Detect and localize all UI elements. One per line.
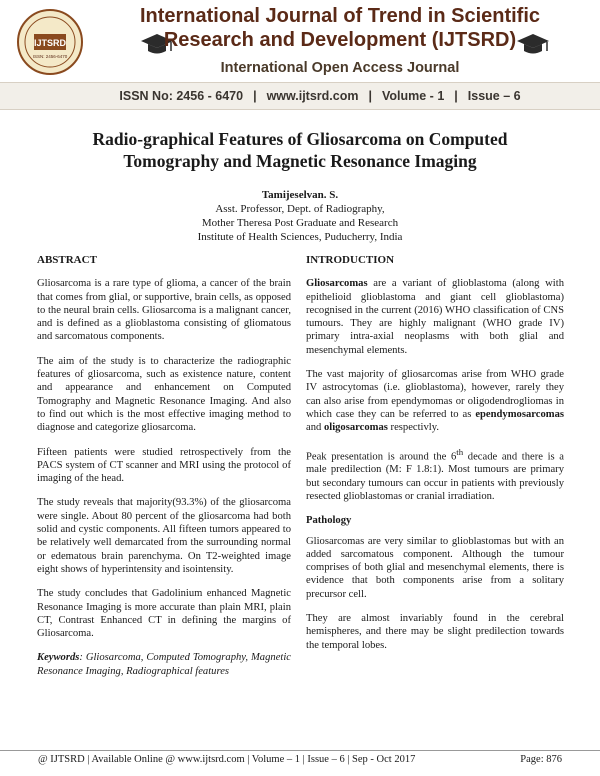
page-footer xyxy=(0,750,600,772)
abstract-paragraph: The aim of the study is to characterize the radiographic features of gliosarcoma, such as existence nature, content and appearance and enhancement on Computed Tomography and Magnetic Resonance Imaging. And also to find out which is the most effective imaging method to diagnose and categorize gliosarcoma. xyxy=(37,355,291,434)
abstract-column xyxy=(37,254,291,689)
journal-banner xyxy=(0,82,600,110)
journal-title-line2: Research and Development (IJTSRD) xyxy=(163,29,517,51)
author-block xyxy=(100,188,500,244)
intro-term: ependymosarcomas xyxy=(475,408,564,420)
author-affiliation-line: Asst. Professor, Dept. of Radiography, xyxy=(215,203,385,215)
intro-term: Gliosarcomas xyxy=(306,278,368,290)
pathology-heading: Pathology xyxy=(306,515,352,527)
separator: | xyxy=(368,89,372,103)
pathology-paragraph: Gliosarcomas are very similar to glioblastomas but with an added sarcomatous component. Although the tumour comprises of both glial and mesenchymal elements, there is evidence that both components arise from a solitary precursor cell. xyxy=(306,535,564,600)
paper-title-line2: Tomography and Magnetic Resonance Imaging xyxy=(123,151,477,171)
keywords-text: : Gliosarcoma, Computed Tomography, Magnetic Resonance Imaging, Radiographical features xyxy=(37,652,291,677)
intro-text: and xyxy=(306,422,324,434)
author-affiliation-line: Institute of Health Sciences, Puducherry, India xyxy=(197,231,403,243)
journal-subtitle: International Open Access Journal xyxy=(220,60,460,76)
superscript: th xyxy=(456,446,464,457)
intro-text: are a variant of glioblastoma (along with epithelioid glioblastoma and giant cell glioblastoma) recognised in the current (2016) WHO classification of CNS tumours. They are highly malignant (WHO grade IV) primary intra-axial neoplasms with both glial and mesenchymal elements. xyxy=(306,278,564,356)
abstract-paragraph: The study concludes that Gadolinium enhanced Magnetic Resonance Imaging is more accurate than plain MRI, plain CT, Contrast Enhanced CT in defining the margins of Gliosarcoma. xyxy=(37,588,291,640)
separator: | xyxy=(454,89,458,103)
paper-title xyxy=(40,128,560,172)
journal-title xyxy=(120,4,560,52)
intro-text: decade and there is a male predilection (M: F 1.8:1). Most tumours are primary but secondary tumours can occur in patients with previously resected glioblastomas or cranial irradiation. xyxy=(306,451,564,502)
journal-header xyxy=(0,0,600,113)
pathology-paragraph: They are almost invariably found in the cerebral hemispheres, and there may be slight predilection towards the temporal lobes. xyxy=(306,613,564,651)
abstract-heading: ABSTRACT xyxy=(37,254,97,266)
author-name: Tamijeselvan. S. xyxy=(261,189,339,201)
footer-text: @ IJTSRD | Available Online @ www.ijtsrd.com | Volume – 1 | Issue – 6 | Sep - Oct 2017 xyxy=(38,754,416,765)
intro-paragraph xyxy=(306,446,564,504)
introduction-heading: INTRODUCTION xyxy=(306,254,395,266)
journal-title-line1: International Journal of Trend in Scientific xyxy=(139,5,541,27)
intro-paragraph xyxy=(306,277,564,357)
graduation-cap-icon xyxy=(516,32,550,58)
issue-text: Issue – 6 xyxy=(467,89,521,103)
intro-text: Peak presentation is around the 6 xyxy=(306,451,457,463)
abstract-paragraph: Fifteen patients were studied retrospectively from the PACS system of CT scanner and MRI using the protocol of imaging of the head. xyxy=(37,446,291,485)
intro-paragraph xyxy=(306,368,564,434)
intro-text: The vast majority of gliosarcomas arise from WHO grade IV astrocytomas (i.e. glioblastoma), however, rarely they can also arise from ependymomas or oligodendrogliomas in which case they can be referred to as xyxy=(306,369,564,420)
issn-text: ISSN No: 2456 - 6470 xyxy=(119,89,244,103)
website-link[interactable]: www.ijtsrd.com xyxy=(266,89,359,103)
separator: | xyxy=(253,89,257,103)
logo-issn: ISSN: 2456-6470 xyxy=(32,54,68,59)
abstract-paragraph: Gliosarcoma is a rare type of glioma, a cancer of the brain that comes from glial, or supportive, brain cells, as opposed to the neural brain cells. Gliosarcoma is a malignant cancer, and is defined as a glioblastoma consisting of gliomatous and sarcomatous components. xyxy=(37,278,291,343)
intro-term: oligosarcomas xyxy=(323,422,388,434)
introduction-column xyxy=(306,254,564,663)
logo-code: IJTSRD xyxy=(33,38,67,48)
ijtsrd-logo xyxy=(16,8,84,76)
volume-text: Volume - 1 xyxy=(381,89,445,103)
keywords-label: Keywords xyxy=(37,652,80,664)
page-number: Page: 876 xyxy=(520,754,562,765)
intro-text: respectivly. xyxy=(387,422,439,434)
author-affiliation-line: Mother Theresa Post Graduate and Research xyxy=(201,217,399,229)
paper-title-line1: Radio-graphical Features of Gliosarcoma on Computed xyxy=(92,129,508,149)
abstract-paragraph: The study reveals that majority(93.3%) of the gliosarcoma were single. About 80 percent of the gliosarcoma had both solid and cystic components. All fifteen tumors appeared to be relatively well demarcated from the surrounding normal or edematous brain parenchyma. On T2-weighted image eight shows of hyperintensity and isointensity. xyxy=(37,497,291,575)
keywords xyxy=(37,651,291,678)
